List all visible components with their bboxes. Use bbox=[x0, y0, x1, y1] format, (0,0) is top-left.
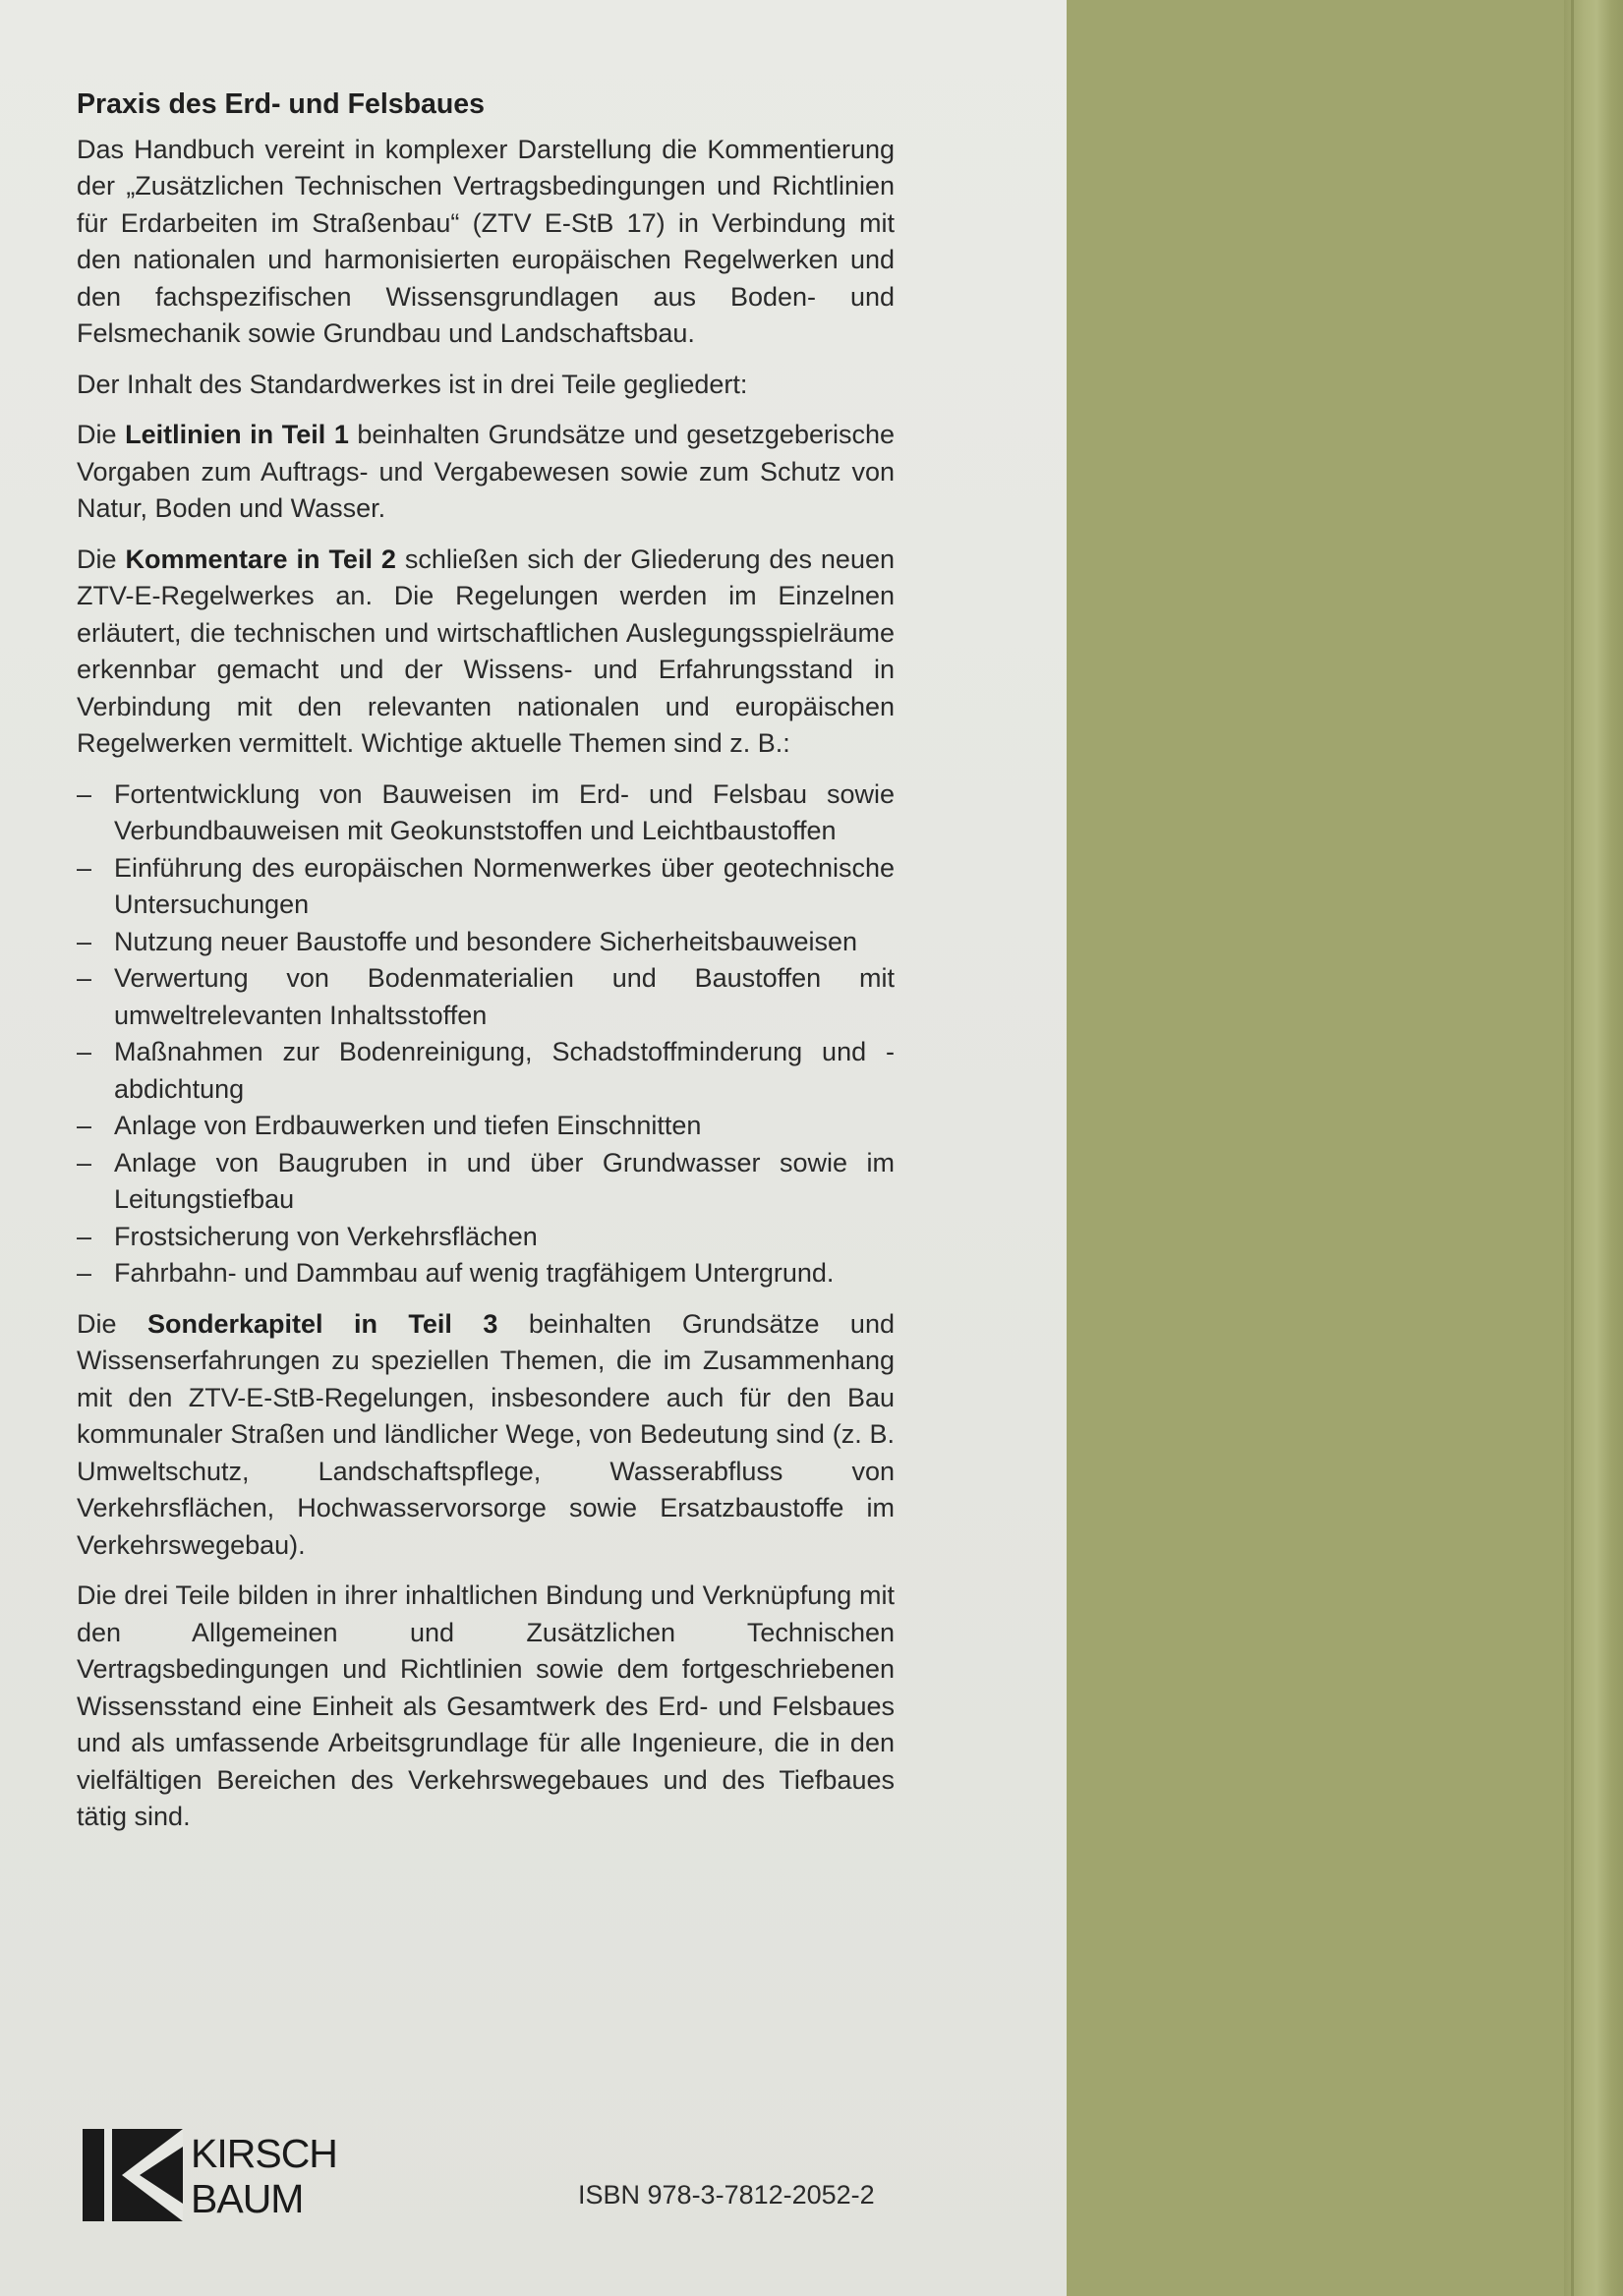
intro-paragraph: Das Handbuch vereint in komplexer Darstellung die Kommentierung der „Zusätzlichen Technischen Vertragsbedingungen und Richtlinien für Erdarbeiten im Straßenbau“ (ZTV E-StB 17) in Verbindung mit den nationalen und harmonisierten europäischen Regelwerken und den fachspezifischen Wissensgrundlagen aus Boden- und Felsmechanik sowie Grundbau und Landschaftsbau. bbox=[77, 134, 895, 348]
list-item bbox=[77, 960, 895, 1034]
closing-paragraph: Die drei Teile bilden in ihrer inhaltlichen Bindung und Verknüpfung mit den Allgemeinen und Zusätzlichen Technischen Vertragsbedingungen und Richtlinien sowie dem fortgeschriebenen Wissensstand eine Einheit als Gesamtwerk des Erd- und Felsbaues und als umfassende Arbeitsgrundlage für alle Ingenieure, die in den vielfältigen Bereichen des Verkehrswegebaues und des Tiefbaues tätig sind. bbox=[77, 1580, 895, 1831]
dash-bullet: – bbox=[77, 963, 92, 993]
part1-bold: Leitlinien in Teil 1 bbox=[125, 420, 349, 449]
part2-paragraph bbox=[77, 542, 895, 763]
part3-prefix: Die bbox=[77, 1308, 147, 1339]
list-item bbox=[77, 1145, 895, 1219]
part1-prefix: Die bbox=[77, 420, 126, 449]
dash-bullet: – bbox=[77, 778, 92, 809]
isbn-number: ISBN 978-3-7812-2052-2 bbox=[578, 2180, 875, 2210]
publisher-line-1: KIRSCH bbox=[191, 2131, 337, 2176]
dash-bullet: – bbox=[77, 852, 92, 883]
list-item-text: Maßnahmen zur Bodenreinigung, Schadstoffminderung und -abdichtung bbox=[114, 1037, 895, 1104]
dash-bullet: – bbox=[77, 1037, 92, 1066]
part3-paragraph bbox=[77, 1306, 895, 1565]
list-item-text: Fortentwicklung von Bauweisen im Erd- und Felsbau sowie Verbundbauweisen mit Geokunststoffen und Leichtbaustoffen bbox=[114, 778, 895, 845]
list-item-text: Nutzung neuer Baustoffe und besondere Sicherheitsbauweisen bbox=[114, 926, 858, 956]
list-item bbox=[77, 1108, 895, 1145]
list-item-text: Anlage von Baugruben in und über Grundwasser sowie im Leitungstiefbau bbox=[114, 1147, 895, 1214]
dash-bullet: – bbox=[77, 926, 92, 956]
publisher-line-2: BAUM bbox=[191, 2176, 304, 2221]
part2-prefix: Die bbox=[77, 544, 126, 574]
blurb-text-column bbox=[77, 86, 895, 1850]
part3-text: beinhalten Grundsätze und Wissenserfahrungen zu speziellen Themen, die im Zusammenhang mit den ZTV-E-StB-Regelungen, insbesondere auch für den Bau kommunaler Straßen und ländlicher Wege, von Bedeutung sind (z. B. Umweltschutz, Landschaftspflege, Wasserabfluss von Verkehrsflächen, Hochwasservorsorge sowie Ersatzbaustoffe im Verkehrswegebau). bbox=[77, 1308, 895, 1560]
part2-text: schließen sich der Gliederung des neuen ZTV-E-Regelwerkes an. Die Regelungen werden im Einzelnen erläutert, die technischen und wirtschaftlichen Auslegungsspielräume erkennbar gemacht und der Wissens- und Erfahrungsstand in Verbindung mit den relevanten nationalen und europäischen Regelwerken vermittelt. Wichtige aktuelle Themen sind z. B.: bbox=[77, 544, 895, 758]
list-item bbox=[77, 1034, 895, 1108]
blurb-heading: Praxis des Erd- und Felsbaues bbox=[77, 88, 485, 120]
dash-bullet: – bbox=[77, 1221, 92, 1251]
list-item-text: Verwertung von Bodenmaterialien und Baustoffen mit umweltrelevanten Inhaltsstoffen bbox=[114, 963, 895, 1030]
part3-bold: Sonderkapitel in Teil 3 bbox=[146, 1308, 498, 1339]
list-item-text: Einführung des europäischen Normenwerkes über geotechnische Untersuchungen bbox=[114, 852, 895, 919]
part1-paragraph bbox=[77, 417, 895, 528]
part2-bold: Kommentare in Teil 2 bbox=[125, 544, 396, 574]
cover-color-panel bbox=[1067, 0, 1623, 2296]
structure-paragraph: Der Inhalt des Standardwerkes ist in drei Teile gegliedert: bbox=[77, 369, 748, 399]
dash-bullet: – bbox=[77, 1111, 92, 1140]
publisher-logo bbox=[83, 2129, 377, 2221]
list-item-text: Fahrbahn- und Dammbau auf wenig tragfähigem Untergrund. bbox=[114, 1258, 835, 1288]
list-item bbox=[77, 1219, 895, 1256]
topics-list bbox=[77, 776, 895, 1292]
publisher-wordmark bbox=[191, 2131, 337, 2221]
list-item-text: Frostsicherung von Verkehrsflächen bbox=[114, 1221, 538, 1251]
kirschbaum-k-mark-icon bbox=[83, 2129, 183, 2221]
dash-bullet: – bbox=[77, 1258, 92, 1288]
list-item bbox=[77, 776, 895, 850]
list-item-text: Anlage von Erdbauwerken und tiefen Einschnitten bbox=[114, 1111, 702, 1140]
list-item bbox=[77, 1255, 895, 1292]
part1-text: beinhalten Grundsätze und gesetzgeberische Vorgaben zum Auftrags- und Vergabewesen sowie zum Schutz von Natur, Boden und Wasser. bbox=[77, 420, 896, 523]
spine-fold-line bbox=[1571, 0, 1574, 2296]
list-item bbox=[77, 924, 895, 961]
dash-bullet: – bbox=[77, 1147, 92, 1177]
list-item bbox=[77, 850, 895, 924]
